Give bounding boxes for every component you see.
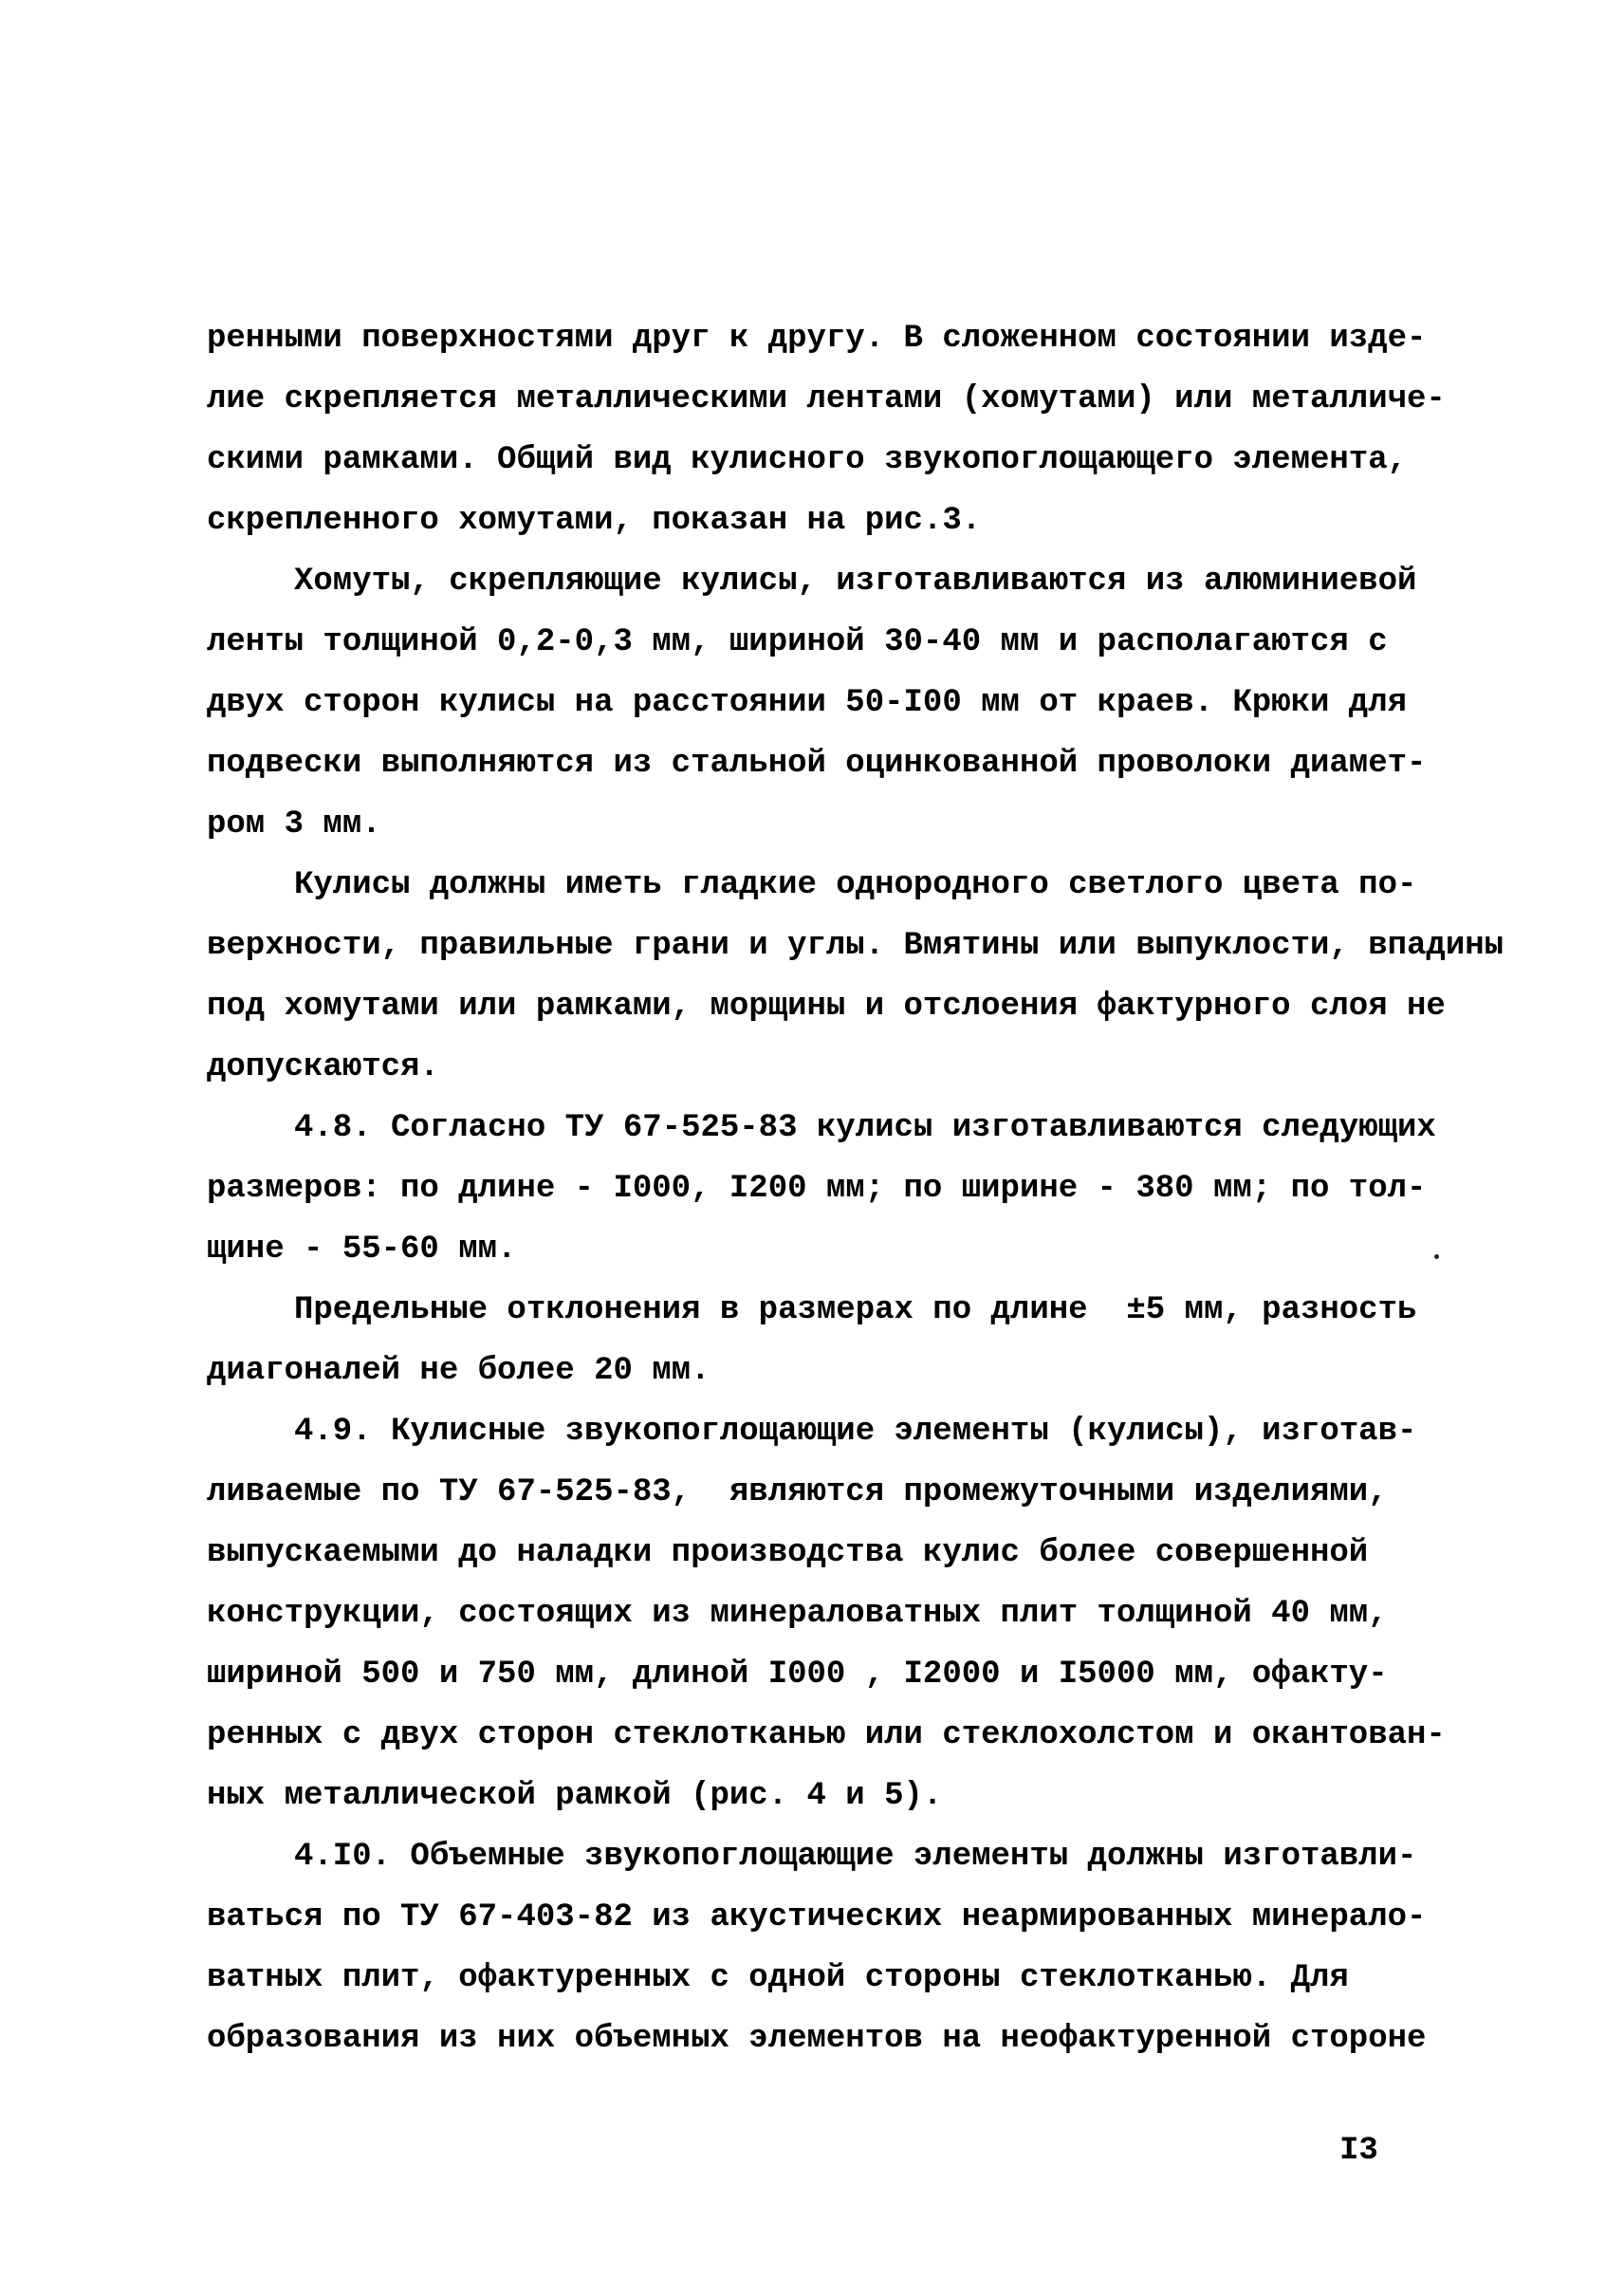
text-line: допускаются. bbox=[207, 1049, 439, 1085]
text-line: Хомуты, скрепляющие кулисы, изготавливаются из алюминиевой bbox=[294, 564, 1417, 600]
text-line: подвески выполняются из стальной оцинкованной проволоки диамет- bbox=[207, 746, 1427, 782]
text-line: размеров: по длине - I000, I200 мм; по ширине - 380 мм; по тол- bbox=[207, 1171, 1427, 1207]
text-line: 4.9. Кулисные звукопоглощающие элементы (кулисы), изготав- bbox=[294, 1414, 1417, 1450]
text-line: двух сторон кулисы на расстоянии 50-I00 мм от краев. Крюки для bbox=[207, 685, 1408, 721]
text-line: под хомутами или рамками, морщины и отслоения фактурного слоя не bbox=[207, 989, 1446, 1025]
text-line: конструкции, состоящих из минераловатных плит толщиной 40 мм, bbox=[207, 1596, 1388, 1632]
page-number: I3 bbox=[1339, 2133, 1378, 2169]
scan-speck bbox=[1434, 1254, 1439, 1259]
text-line: ватных плит, офактуренных с одной стороны стеклотканью. Для bbox=[207, 1960, 1349, 1996]
text-line: диагоналей не более 20 мм. bbox=[207, 1353, 710, 1389]
text-line: образования из них объемных элементов на неофактуренной стороне bbox=[207, 2021, 1427, 2057]
text-line: ных металлической рамкой (рис. 4 и 5). bbox=[207, 1778, 943, 1814]
text-line: скими рамками. Общий вид кулисного звукопоглощающего элемента, bbox=[207, 442, 1408, 478]
text-line: ливаемые по ТУ 67-525-83, являются промежуточными изделиями, bbox=[207, 1474, 1388, 1510]
text-line: ленты толщиной 0,2-0,3 мм, шириной 30-40 мм и располагаются с bbox=[207, 624, 1388, 660]
text-line: 4.I0. Объемные звукопоглощающие элементы должны изготавли- bbox=[294, 1839, 1417, 1875]
text-line: верхности, правильные грани и углы. Вмятины или выпуклости, впадины bbox=[207, 928, 1504, 964]
text-line: Предельные отклонения в размерах по длине ±5 мм, разность bbox=[294, 1292, 1417, 1328]
text-line: 4.8. Согласно ТУ 67-525-83 кулисы изготавливаются следующих bbox=[294, 1110, 1436, 1146]
text-line: скрепленного хомутами, показан на рис.3. bbox=[207, 503, 982, 539]
text-line: ром 3 мм. bbox=[207, 806, 381, 842]
text-line: ваться по ТУ 67-403-82 из акустических неармированных минерало- bbox=[207, 1899, 1427, 1935]
text-line: Кулисы должны иметь гладкие однородного светлого цвета по- bbox=[294, 867, 1417, 903]
text-line: лие скрепляется металлическими лентами (хомутами) или металличе- bbox=[207, 381, 1446, 417]
text-line: ренными поверхностями друг к другу. В сложенном состоянии изде- bbox=[207, 321, 1427, 357]
text-line: шириной 500 и 750 мм, длиной I000 , I2000 и I5000 мм, офакту- bbox=[207, 1657, 1388, 1693]
text-line: ренных с двух сторон стеклотканью или стеклохолстом и окантован- bbox=[207, 1717, 1446, 1753]
text-line: выпускаемыми до наладки производства кулис более совершенной bbox=[207, 1535, 1369, 1571]
text-line: щине - 55-60 мм. bbox=[207, 1231, 517, 1268]
